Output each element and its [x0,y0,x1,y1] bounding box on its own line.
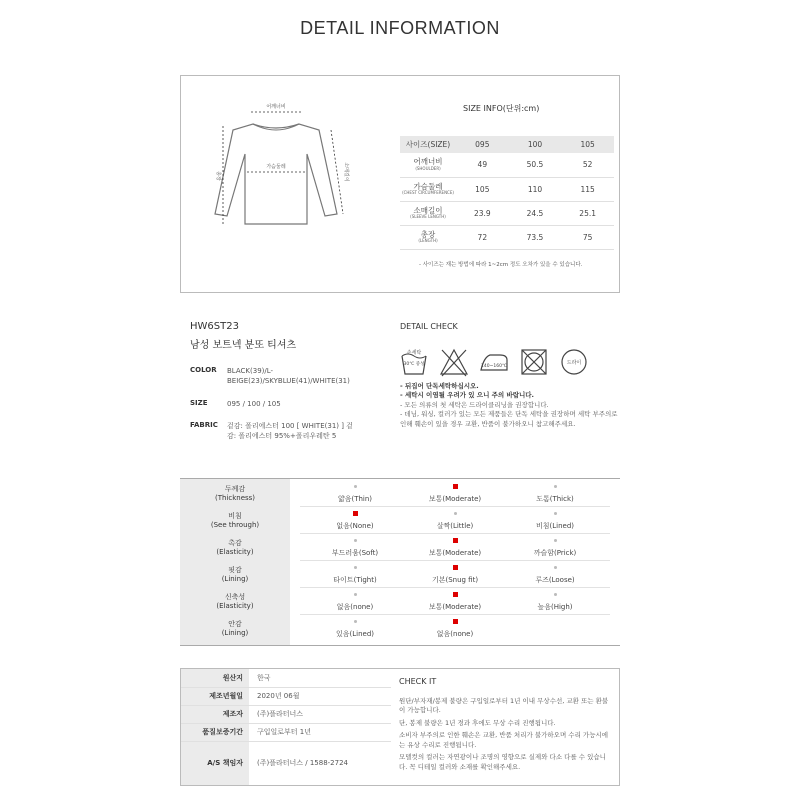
list-item: - 뒤집어 단독세탁하십시오. [400,382,479,390]
table-row [400,177,614,201]
table-row [400,225,614,249]
size-cell: 25.1 [561,201,614,225]
size-info-title: SIZE INFO(단위:cm) [463,104,540,113]
no-bleach-icon [438,346,470,378]
list-item: - 세탁시 이염될 우려가 있 으니 주의 바랍니다. [400,391,535,400]
feel-option: 없음(none) [336,603,374,611]
feel-marker [354,566,357,569]
page-title: DETAIL INFORMATION [300,18,500,38]
size-cell: 23.9 [456,201,509,225]
table-row [181,723,391,741]
feel-option: 도톰(Thick) [536,495,574,503]
check-paragraph: 단, 봉제 불량은 1년 경과 후에도 무상 수리 진행됩니다. [399,718,556,727]
fabric-feel-table [180,478,620,646]
info-key: A/S 책임자 [181,741,249,785]
feel-row-label: 핏감 (Lining) [221,566,249,583]
product-info-box [180,668,620,786]
size-cell: 75 [561,225,614,249]
feel-selected-marker [353,511,358,516]
dry-clean-icon [558,346,590,378]
feel-selected-marker [453,565,458,570]
feel-marker [554,566,557,569]
size-header-cell: 사이즈(SIZE) [400,136,456,153]
feel-option: 살짝(Little) [436,522,474,530]
feel-marker [554,512,557,515]
size-cell: 49 [456,153,509,177]
row-divider [300,533,610,534]
feel-option: 기본(Snug fit) [431,576,479,584]
size-cell: 105 [456,177,509,201]
table-row [181,687,391,705]
feel-marker [454,512,457,515]
feel-option: 부드러움(Soft) [331,549,379,557]
size-row-label: 어깨너비 (SHOULDER) [400,153,456,177]
size-cell: 72 [456,225,509,249]
check-it-title: CHECK IT [399,677,437,686]
info-value: 구입일로부터 1년 [249,723,391,741]
feel-row [180,616,620,643]
info-value: 2020년 06월 [249,687,391,705]
info-key: 원산지 [181,669,249,687]
feel-option: 없음(None) [336,522,374,530]
size-cell: 50.5 [509,153,562,177]
feel-selected-marker [453,592,458,597]
size-cell: 24.5 [509,201,562,225]
info-value: (주)플라터너스 [249,705,391,723]
feel-option: 높음(High) [537,603,573,611]
size-header-cell: 100 [509,136,562,153]
feel-marker [554,485,557,488]
no-tumble-dry-icon [518,346,550,378]
check-it-text [399,697,614,775]
size-header-cell: 095 [456,136,509,153]
size-cell: 52 [561,153,614,177]
sleeve-label: 소매길이 [343,162,349,182]
feel-row [180,562,620,589]
svg-text:140~160℃: 140~160℃ [480,364,508,369]
shoulder-label: 어깨너비 [266,104,286,110]
hand-wash-icon [398,346,430,378]
size-cell: 115 [561,177,614,201]
feel-marker [354,485,357,488]
feel-option: 보통(Moderate) [428,549,482,557]
product-code: HW6ST23 [190,321,239,332]
size-row-label: 소매길이 (SLEEVE LENGTH) [400,201,456,225]
feel-marker [354,539,357,542]
feel-row-label: 안감 (Lining) [221,620,249,637]
table-row [181,669,391,687]
row-divider [300,560,610,561]
feel-row [180,508,620,535]
info-value: 한국 [249,669,391,687]
feel-row-label: 비침 (See through) [210,512,260,529]
check-paragraph: 모델컷의 컬러는 자연광이나 조명의 영향으로 실제와 다소 다를 수 있습니다. 꼭 디테일 컬러와 소재를 확인해주세요. [399,753,606,771]
svg-text:30℃ 중성: 30℃ 중성 [403,362,425,367]
iron-low-icon [478,346,510,378]
info-value: (주)플라터너스 / 1588-2724 [257,759,348,768]
feel-selected-marker [453,538,458,543]
feel-row [180,535,620,562]
feel-marker [554,593,557,596]
tshirt-diagram-icon [201,96,351,236]
check-paragraph: 원단/부자재/봉제 불량은 구입일로부터 1년 이내 무상수선, 교환 또는 환불이 가능합니다. [399,697,609,715]
feel-option: 루즈(Loose) [535,576,575,584]
feel-row [180,589,620,616]
info-key: 제조자 [181,705,249,723]
size-row-label: 가슴둘레 (CHEST CIRCUMFERENCE) [400,177,456,201]
feel-option: 까슬함(Prick) [533,549,577,557]
info-table [181,669,391,785]
detail-check-title: DETAIL CHECK [400,322,458,331]
feel-row-label: 신축성 (Elasticity) [216,593,254,610]
table-row [181,705,391,723]
feel-option: 있음(Lined) [335,630,375,638]
size-cell: 73.5 [509,225,562,249]
size-row-label: 총장 (LENGTH) [400,225,456,249]
feel-row-label: 촉감 (Elasticity) [216,539,254,556]
feel-option: 없음(none) [436,630,474,638]
table-row [400,201,614,225]
spec-color [190,366,362,386]
spec-value: BLACK(39)/L-BEIGE(23)/SKYBLUE(41)/WHITE(31) [227,367,350,386]
svg-text:손세탁: 손세탁 [406,350,422,356]
feel-option: 타이트(Tight) [333,576,377,584]
size-info-box [180,75,620,293]
product-name: 남성 보트넥 분또 티셔츠 [190,340,297,351]
chest-label: 가슴둘레 [266,164,286,170]
size-table-header [400,136,614,153]
spec-key: COLOR [190,366,217,374]
list-item: - 모든 의류의 첫 세탁은 드라이클리닝을 권장합니다. [400,400,549,409]
spec-key: SIZE [190,399,208,407]
spec-value: 095 / 100 / 105 [227,400,281,408]
info-key: 제조년월일 [181,687,249,705]
length-label: 총장 [215,171,221,181]
spec-fabric [190,421,362,441]
feel-option: 얇음(Thin) [337,495,373,503]
detail-check-list [400,382,620,429]
row-divider [300,614,610,615]
feel-row [180,481,620,508]
spec-key: FABRIC [190,421,218,429]
svg-text:드라이: 드라이 [566,360,582,366]
table-row [400,153,614,177]
size-cell: 110 [509,177,562,201]
feel-selected-marker [453,619,458,624]
spec-value: 겉감: 폴리에스터 100 [ WHITE(31) ] 겉감: 폴리에스터 95%+폴리우레탄 5 [227,422,353,441]
size-table [400,136,614,250]
size-note: - 사이즈는 재는 방법에 따라 1~2cm 정도 오차가 있을 수 있습니다. [419,262,583,268]
feel-row-label: 두께감 (Thickness) [214,485,256,502]
feel-marker [354,593,357,596]
care-icons [398,346,590,378]
feel-option: 보통(Moderate) [428,603,482,611]
info-key: 품질보증기간 [181,723,249,741]
feel-option: 비침(Lined) [535,522,575,530]
feel-marker [554,539,557,542]
size-header-cell: 105 [561,136,614,153]
row-divider [300,587,610,588]
feel-selected-marker [453,484,458,489]
check-paragraph: 소비자 부주의로 인한 훼손은 교환, 반품 처리가 불가하오며 수리 가능시에는 유상 수리로 진행됩니다. [399,731,609,749]
feel-marker [354,620,357,623]
table-row [181,741,391,785]
row-divider [300,506,610,507]
spec-size [190,399,362,409]
list-item: - 데님, 워싱, 컬러가 있는 모든 제품들은 단독 세탁을 권장하며 세탁 부주의로 인해 훼손이 있을 경우 교환, 반품이 불가하오니 참고해주세요. [400,410,618,428]
feel-option: 보통(Moderate) [428,495,482,503]
